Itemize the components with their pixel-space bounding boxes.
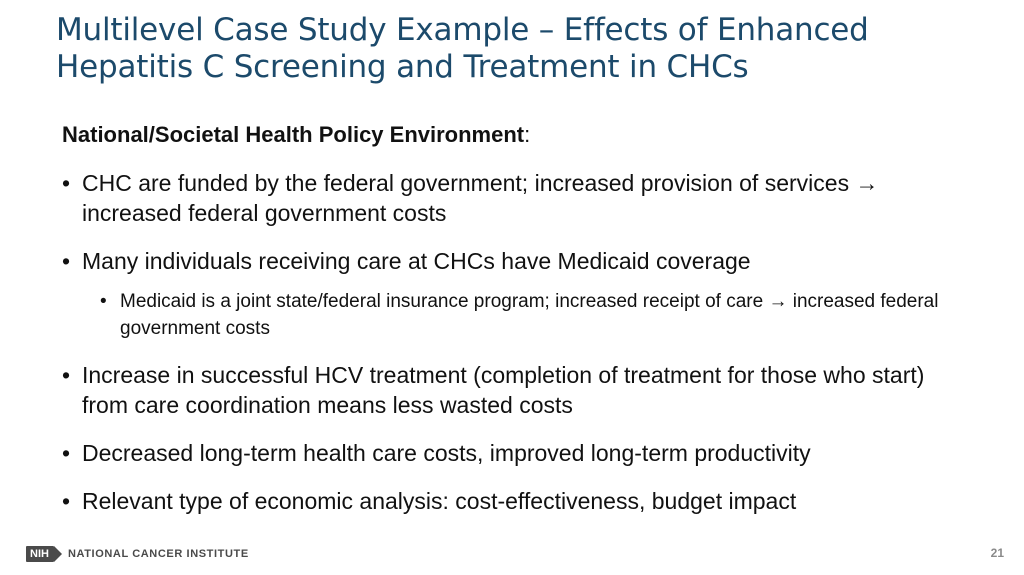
- bullet-dot-icon: •: [62, 248, 71, 274]
- section-heading: [62, 120, 962, 150]
- sub-bullet-item: [62, 288, 962, 342]
- organization-name: NATIONAL CANCER INSTITUTE: [67, 548, 249, 560]
- bullet-item: [62, 246, 962, 276]
- bullet-dot-icon: •: [62, 440, 71, 466]
- bullet-dot-icon: •: [62, 170, 71, 196]
- sub-bullet-dot-icon: •: [100, 291, 107, 312]
- bullet-item: [62, 438, 962, 468]
- section-heading-colon: :: [524, 122, 531, 147]
- bullet-dot-icon: •: [62, 362, 71, 388]
- bullet-text: Relevant type of economic analysis: cost-effectiveness, budget impact: [82, 488, 797, 514]
- slide-body: [62, 120, 962, 534]
- footer-logo: [26, 544, 249, 564]
- bullet-item: [62, 168, 962, 228]
- page-number: 21: [990, 546, 1004, 560]
- sub-bullet-text: Medicaid is a joint state/federal insurance program; increased receipt of care → increased federal government costs: [120, 291, 939, 339]
- bullet-dot-icon: •: [62, 488, 71, 514]
- slide-title: Multilevel Case Study Example – Effects of Enhanced Hepatitis C Screening and Treatment in CHCs: [56, 12, 869, 85]
- bullet-item: [62, 360, 962, 420]
- section-heading-text: National/Societal Health Policy Environment: [62, 122, 525, 147]
- bullet-text: Many individuals receiving care at CHCs have Medicaid coverage: [82, 248, 751, 274]
- bullet-text: Decreased long-term health care costs, improved long-term productivity: [82, 440, 811, 466]
- bullet-text: CHC are funded by the federal government; increased provision of services → increased federal government costs: [82, 170, 879, 226]
- nih-logo-icon: NIH: [26, 546, 54, 562]
- bullet-item: [62, 486, 962, 516]
- bullet-text: Increase in successful HCV treatment (completion of treatment for those who start) from care coordination means less wasted costs: [82, 362, 925, 418]
